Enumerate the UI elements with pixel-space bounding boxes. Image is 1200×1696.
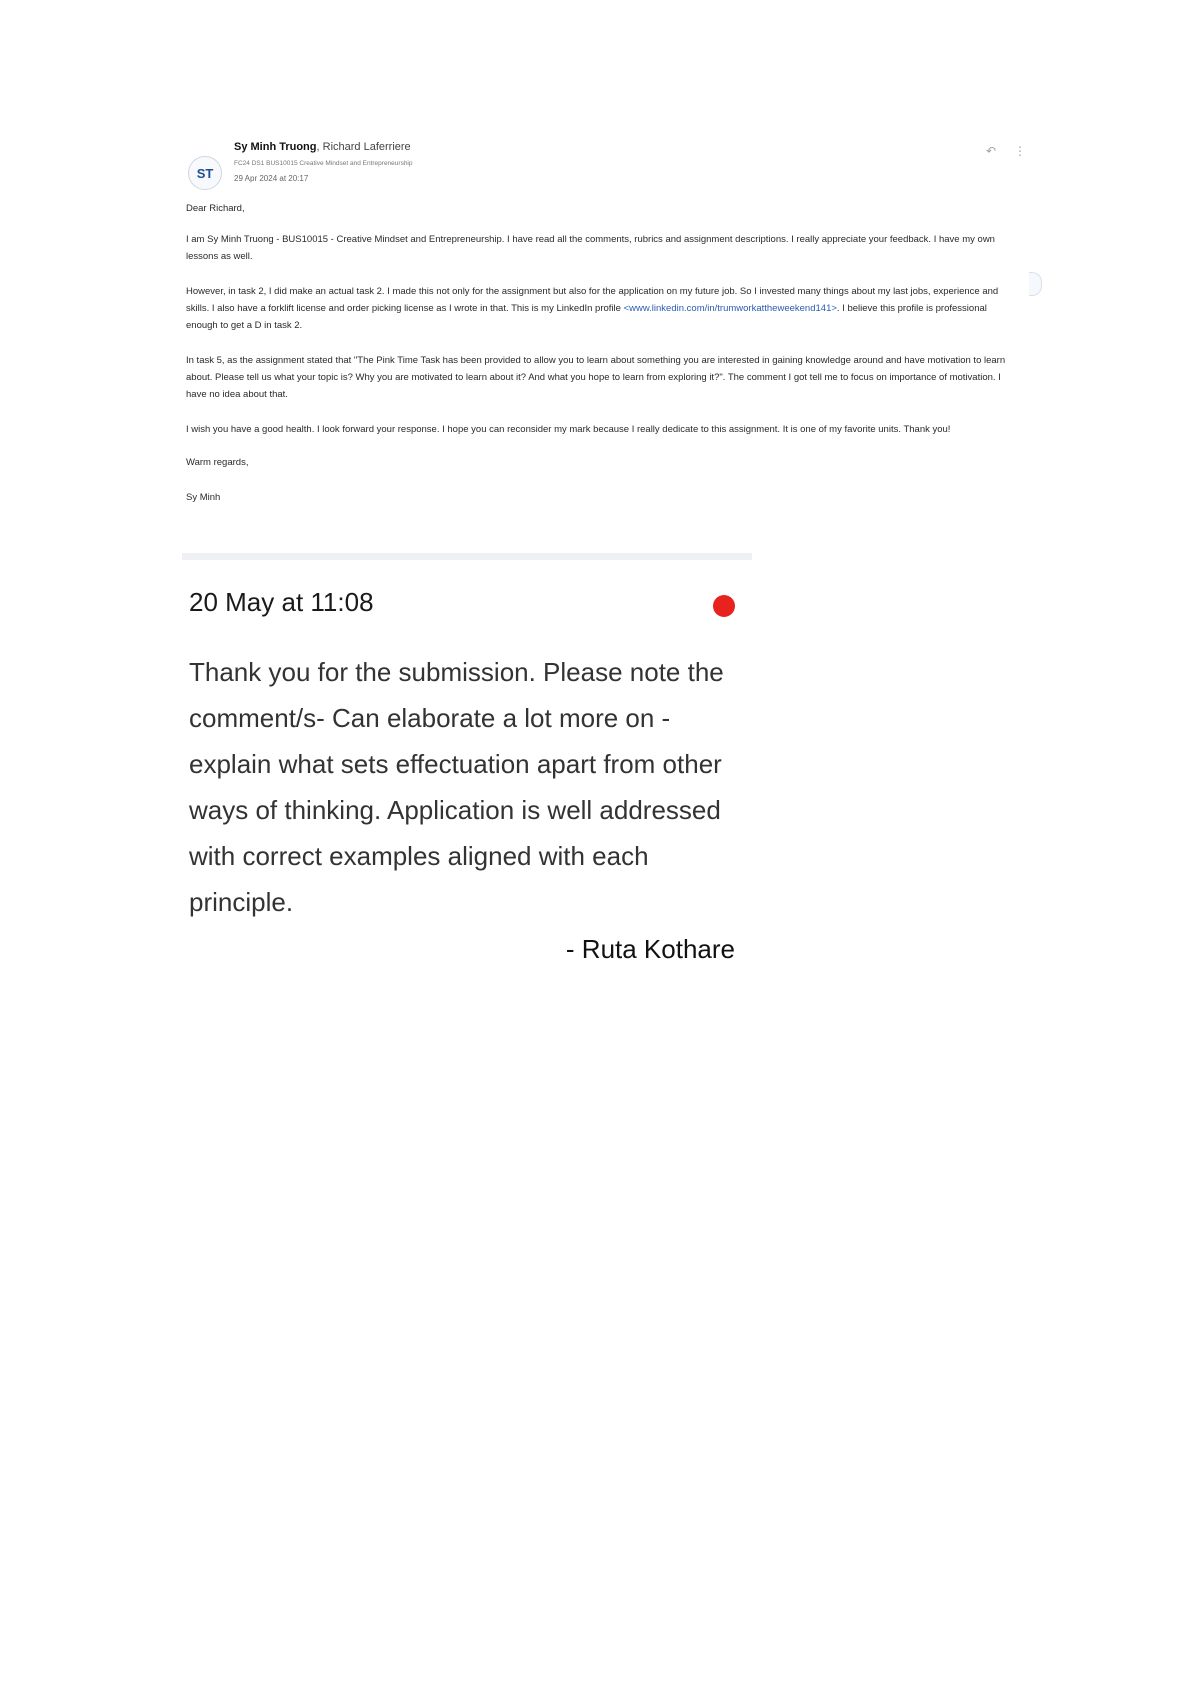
from-line (234, 140, 413, 154)
email-message (186, 140, 1026, 524)
feedback-date: 20 May at 11:08 (189, 587, 374, 617)
reply-icon[interactable]: ↶ (985, 144, 996, 158)
more-options-icon[interactable]: ⋮ (1014, 144, 1026, 158)
recipient-separator: , (316, 141, 320, 153)
email-body (186, 200, 1026, 506)
course-meta: FC24 DS1 BUS10015 Creative Mindset and Entrepreneurship (234, 160, 413, 167)
email-paragraph-4: I wish you have a good health. I look forward your response. I hope you can reconsider my mark because I really dedicate to this assignment. It is one of my favorite units. Thank you! (186, 424, 951, 435)
sender-name[interactable]: Sy Minh Truong (234, 141, 317, 153)
email-signature: Sy Minh (186, 492, 221, 503)
section-divider (182, 553, 752, 560)
side-panel-handle[interactable] (1029, 272, 1042, 296)
feedback-header (189, 585, 735, 625)
email-paragraph-3: In task 5, as the assignment stated that "The Pink Time Task has been provided to allow you to learn about something you are interested in gaining knowledge around and have motivation to learn about. Please tell us what your topic is? Why you are motivated to learn about it? And what you hope to learn from exploring it?". The comment I got tell me to focus on importance of motivation. I have no idea about that. (186, 355, 1006, 400)
email-paragraph-2 (186, 283, 1020, 334)
status-dot-icon (713, 595, 735, 617)
sender-avatar: ST (188, 156, 222, 190)
email-actions (986, 144, 1026, 158)
feedback-comment (189, 585, 735, 969)
feedback-author: - Ruta Kothare (565, 934, 735, 964)
email-header (186, 140, 1026, 198)
feedback-text: Thank you for the submission. Please note the comment/s- Can elaborate a lot more on - explain what sets effectuation apart from other ways of thinking. Application is well addressed with correct examples aligned with each principle. (189, 657, 724, 917)
email-paragraph-1: I am Sy Minh Truong - BUS10015 - Creative Mindset and Entrepreneurship. I have read all the comments, rubrics and assignment descriptions. I really appreciate your feedback. I have my own lessons as well. (186, 234, 995, 262)
email-greeting: Dear Richard, (186, 203, 245, 214)
linkedin-profile-link[interactable]: <www.linkedin.com/in/trumworkattheweekend141> (623, 303, 837, 314)
email-date: 29 Apr 2024 at 20:17 (234, 174, 309, 183)
recipient-name[interactable]: Richard Laferriere (322, 141, 411, 153)
header-lines (234, 140, 413, 185)
paragraph-2-text-end: . I believe this profile is professional enough to get a D in task 2. (186, 303, 987, 331)
email-closing: Warm regards, (186, 457, 249, 468)
paragraph-2-text-start: However, in task 2, I did make an actual task 2. I made this not only for the assignment but also for the application on my future job. So I invested many things about my last jobs, experience and skills. I also have a forklift license and order picking license as I wrote in that. This is my LinkedIn profile (186, 286, 999, 314)
